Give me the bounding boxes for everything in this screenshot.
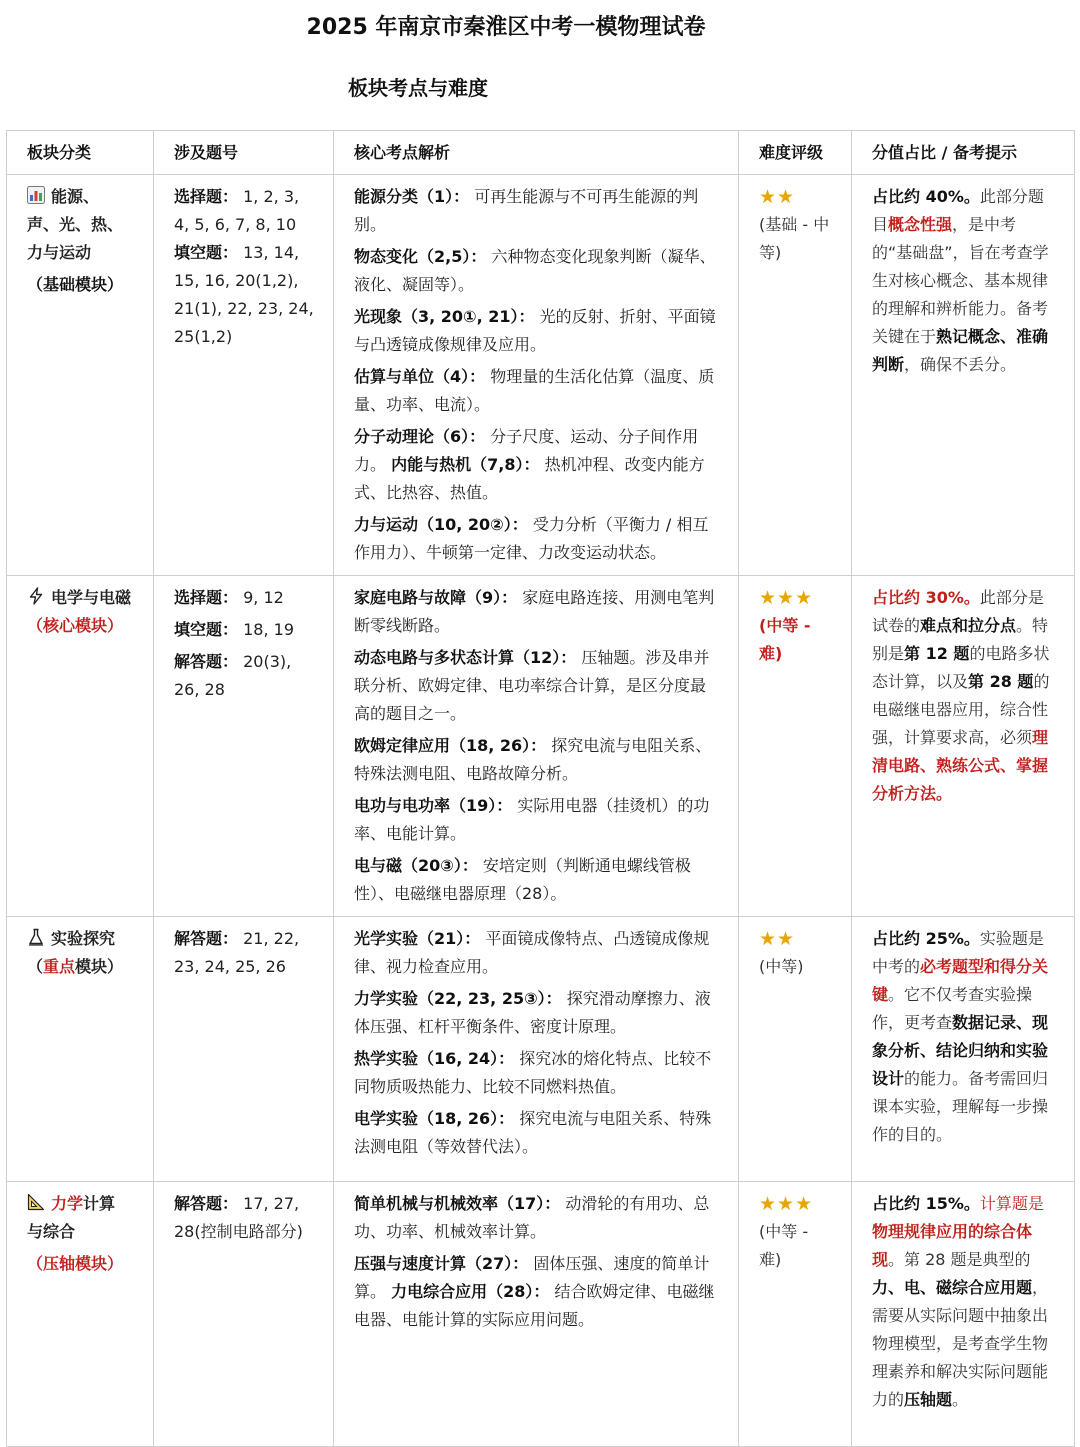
point-text: 结合欧姆定律、电磁继电器、电能计算的实际应用问题。: [354, 1282, 715, 1329]
point-name: 力与运动（10, 20②）：: [354, 515, 528, 534]
tip-text: 。: [952, 1390, 969, 1409]
questions-cell: [154, 175, 334, 576]
point-text: 家庭电路连接、用测电笔判断零线断路。: [354, 588, 715, 635]
exam-analysis-table: [6, 130, 1075, 1447]
tip-bold: 熟记概念、准确判断: [872, 327, 1049, 374]
point-text: 分子尺度、运动、分子间作用力。: [354, 427, 699, 474]
score-percentage: 占比约 40%。: [872, 187, 980, 206]
point-text: 探究电流与电阻关系、特殊法测电阻（等效替代法）。: [354, 1109, 712, 1156]
tip-highlight: 必考题型和得分关键: [872, 957, 1049, 1004]
category-sub: （基础模块）: [27, 275, 124, 294]
score-percentage: 占比约 15%。: [872, 1194, 980, 1213]
tip-bold: 第 12 题: [904, 644, 970, 663]
category-name: 计算: [83, 1194, 116, 1213]
point-name: 物态变化（2,5）：: [354, 247, 487, 266]
category-name: 实验探究: [51, 929, 116, 948]
question-numbers: 1, 2, 3, 4, 5, 6, 7, 8, 10: [174, 187, 300, 234]
category-cell: [7, 175, 154, 576]
question-type-label: 解答题：: [174, 1194, 239, 1213]
point-name: 力学实验（22, 23, 25③）：: [354, 989, 562, 1008]
question-type-label: 填空题：: [174, 243, 239, 262]
tip-text: 实验题是中考的: [872, 929, 1044, 976]
category-sub: （核心模块）: [27, 616, 124, 635]
star-rating-icon: ★★: [759, 186, 796, 208]
tip-bold: 力、电、磁综合应用题: [872, 1278, 1033, 1297]
page-title: 2025 年南京市秦淮区中考一模物理试卷: [306, 15, 706, 40]
point-text: 可再生能源与不可再生能源的判别。: [354, 187, 699, 234]
category-sub: （: [27, 957, 44, 976]
point-text: 平面镜成像特点、凸透镜成像规律、视力检查应用。: [354, 929, 710, 976]
question-type-label: 选择题：: [174, 187, 239, 206]
category-name: 力与运动: [27, 243, 92, 262]
tip-highlight: 理清电路、熟练公式、掌握分析方法。: [872, 728, 1049, 803]
table-row: [7, 1182, 1075, 1447]
point-name: 力电综合应用（28）：: [391, 1282, 550, 1301]
point-text: 探究冰的熔化特点、比较不同物质吸热能力、比较不同燃料热值。: [354, 1049, 712, 1096]
difficulty-cell: [739, 576, 852, 917]
question-type-label: 选择题：: [174, 588, 239, 607]
point-text: 压轴题。涉及串并联分析、欧姆定律、电功率综合计算，是区分度最高的题目之一。: [354, 648, 710, 723]
difficulty-text: (中等 - 难): [759, 616, 811, 663]
difficulty-cell: [739, 917, 852, 1182]
question-type-label: 解答题：: [174, 929, 239, 948]
tip-text: 此部分是试卷的: [872, 588, 1044, 635]
triangle-ruler-icon: [27, 1193, 45, 1211]
score-percentage: 占比约 25%。: [872, 929, 980, 948]
header-category: 板块分类: [7, 131, 154, 175]
category-name: 电学与电磁: [51, 588, 132, 607]
question-numbers: 21, 22, 23, 24, 25, 26: [174, 929, 300, 976]
key-points-cell: [334, 917, 739, 1182]
star-rating-icon: ★★★: [759, 1193, 814, 1215]
difficulty-cell: [739, 175, 852, 576]
bar-chart-icon: [27, 186, 45, 204]
difficulty-text: (中等): [759, 957, 804, 976]
questions-cell: [154, 576, 334, 917]
tip-text: 。特别是: [872, 616, 1049, 663]
point-text: 探究滑动摩擦力、液体压强、杠杆平衡条件、密度计原理。: [354, 989, 711, 1036]
point-name: 电学实验（18, 26）：: [354, 1109, 515, 1128]
table-row: [7, 917, 1075, 1182]
difficulty-text: (中等 - 难): [759, 1222, 809, 1269]
question-numbers: 9, 12: [243, 588, 284, 607]
question-numbers: 18, 19: [243, 620, 294, 639]
category-cell: [7, 576, 154, 917]
header-difficulty: 难度评级: [739, 131, 852, 175]
tips-cell: [852, 576, 1075, 917]
tip-highlight: 物理规律应用的综合体现: [872, 1222, 1033, 1269]
score-percentage: 占比约 30%。: [872, 588, 980, 607]
category-sub-highlight: 重点: [43, 957, 76, 976]
point-text: 热机冲程、改变内能方式、比热容、热值。: [354, 455, 705, 502]
star-rating-icon: ★★: [759, 928, 796, 950]
key-points-cell: [334, 175, 739, 576]
page-subtitle: 板块考点与难度: [348, 76, 488, 100]
tip-text: 的电磁继电器应用，综合性强，计算要求高，必须: [872, 672, 1050, 747]
questions-cell: [154, 917, 334, 1182]
point-name: 电与磁（20③）：: [354, 856, 478, 875]
tip-text: 的能力。备考需回归课本实验，理解每一步操作的目的。: [872, 1069, 1049, 1144]
category-sub: （压轴模块）: [27, 1254, 124, 1273]
category-sub: 模块）: [75, 957, 124, 976]
tip-text: 的电路多状态计算，以及: [872, 644, 1050, 691]
point-text: 安培定则（判断通电螺线管极性）、电磁继电器原理（28）。: [354, 856, 691, 903]
point-text: 物理量的生活化估算（温度、质量、功率、电流）。: [354, 367, 715, 414]
tip-text: ，确保不丢分。: [904, 355, 1017, 374]
point-name: 能源分类（1）：: [354, 187, 470, 206]
question-numbers: 17, 27, 28(控制电路部分): [174, 1194, 303, 1241]
question-type-label: 填空题：: [174, 620, 239, 639]
category-cell: [7, 917, 154, 1182]
question-type-label: 解答题：: [174, 652, 239, 671]
table-header-row: [7, 131, 1075, 175]
flask-icon: [27, 928, 45, 946]
tips-cell: [852, 917, 1075, 1182]
question-numbers: 13, 14, 15, 16, 20(1,2), 21(1), 22, 23, 24, 25(1,2): [174, 243, 314, 346]
point-name: 内能与热机（7,8）：: [391, 455, 540, 474]
point-text: 六种物态变化现象判断（凝华、液化、凝固等）。: [354, 247, 716, 294]
key-points-cell: [334, 1182, 739, 1447]
point-text: 光的反射、折射、平面镜与凸透镜成像规律及应用。: [354, 307, 716, 354]
lightning-icon: [27, 587, 45, 605]
point-name: 压强与速度计算（27）：: [354, 1254, 529, 1273]
category-cell: [7, 1182, 154, 1447]
category-name-highlight: 力学: [51, 1194, 84, 1213]
point-text: 探究电流与电阻关系、特殊法测电阻、电路故障分析。: [354, 736, 712, 783]
questions-cell: [154, 1182, 334, 1447]
point-name: 简单机械与机械效率（17）：: [354, 1194, 561, 1213]
tip-bold: 数据记录、现象分析、结论归纳和实验设计: [872, 1013, 1049, 1088]
tip-bold: 压轴题: [904, 1390, 953, 1409]
category-name: 与综合: [27, 1222, 76, 1241]
point-name: 光学实验（21）：: [354, 929, 481, 948]
tip-text: ，是中考的“基础盘”，旨在考查学生对核心概念、基本规律的理解和辨析能力。备考关键在于: [872, 215, 1049, 346]
point-text: 动滑轮的有用功、总功、功率、机械效率计算。: [354, 1194, 710, 1241]
point-text: 受力分析（平衡力 / 相互作用力）、牛顿第一定律、力改变运动状态。: [354, 515, 709, 562]
tip-text: 此部分题目: [872, 187, 1044, 234]
difficulty-text: (基础 - 中等): [759, 215, 830, 262]
question-numbers: 20(3), 26, 28: [174, 652, 292, 699]
category-name: 声、光、热、: [27, 215, 124, 234]
tip-bold: 难点和拉分点: [920, 616, 1017, 635]
point-name: 分子动理论（6）：: [354, 427, 486, 446]
point-text: 实际用电器（挂烫机）的功率、电能计算。: [354, 796, 710, 843]
header-score-tips: 分值占比 / 备考提示: [852, 131, 1075, 175]
tip-bold: 第 28 题: [968, 672, 1034, 691]
header-questions: 涉及题号: [154, 131, 334, 175]
key-points-cell: [334, 576, 739, 917]
tips-cell: [852, 175, 1075, 576]
point-name: 光现象（3, 20①, 21）：: [354, 307, 535, 326]
point-name: 动态电路与多状态计算（12）：: [354, 648, 577, 667]
table-row: [7, 175, 1075, 576]
header-key-points: 核心考点解析: [334, 131, 739, 175]
point-name: 热学实验（16, 24）：: [354, 1049, 515, 1068]
tip-highlight: 概念性强: [888, 215, 953, 234]
star-rating-icon: ★★★: [759, 587, 814, 609]
point-name: 估算与单位（4）：: [354, 367, 486, 386]
tip-highlight-light: 计算题是: [979, 1194, 1044, 1213]
tip-text: ，需要从实际问题中抽象出物理模型，是考查学生物理素养和解决实际问题能力的: [872, 1278, 1049, 1409]
tip-text: 。它不仅考查实验操作，更考查: [872, 985, 1033, 1032]
point-name: 家庭电路与故障（9）：: [354, 588, 518, 607]
point-name: 电功与电功率（19）：: [354, 796, 513, 815]
tip-text: 。第 28 题是典型的: [888, 1250, 1031, 1269]
table-row: [7, 576, 1075, 917]
tips-cell: [852, 1182, 1075, 1447]
difficulty-cell: [739, 1182, 852, 1447]
point-text: 固体压强、速度的简单计算。: [354, 1254, 710, 1301]
point-name: 欧姆定律应用（18, 26）：: [354, 736, 547, 755]
category-name: 能源、: [51, 187, 100, 206]
